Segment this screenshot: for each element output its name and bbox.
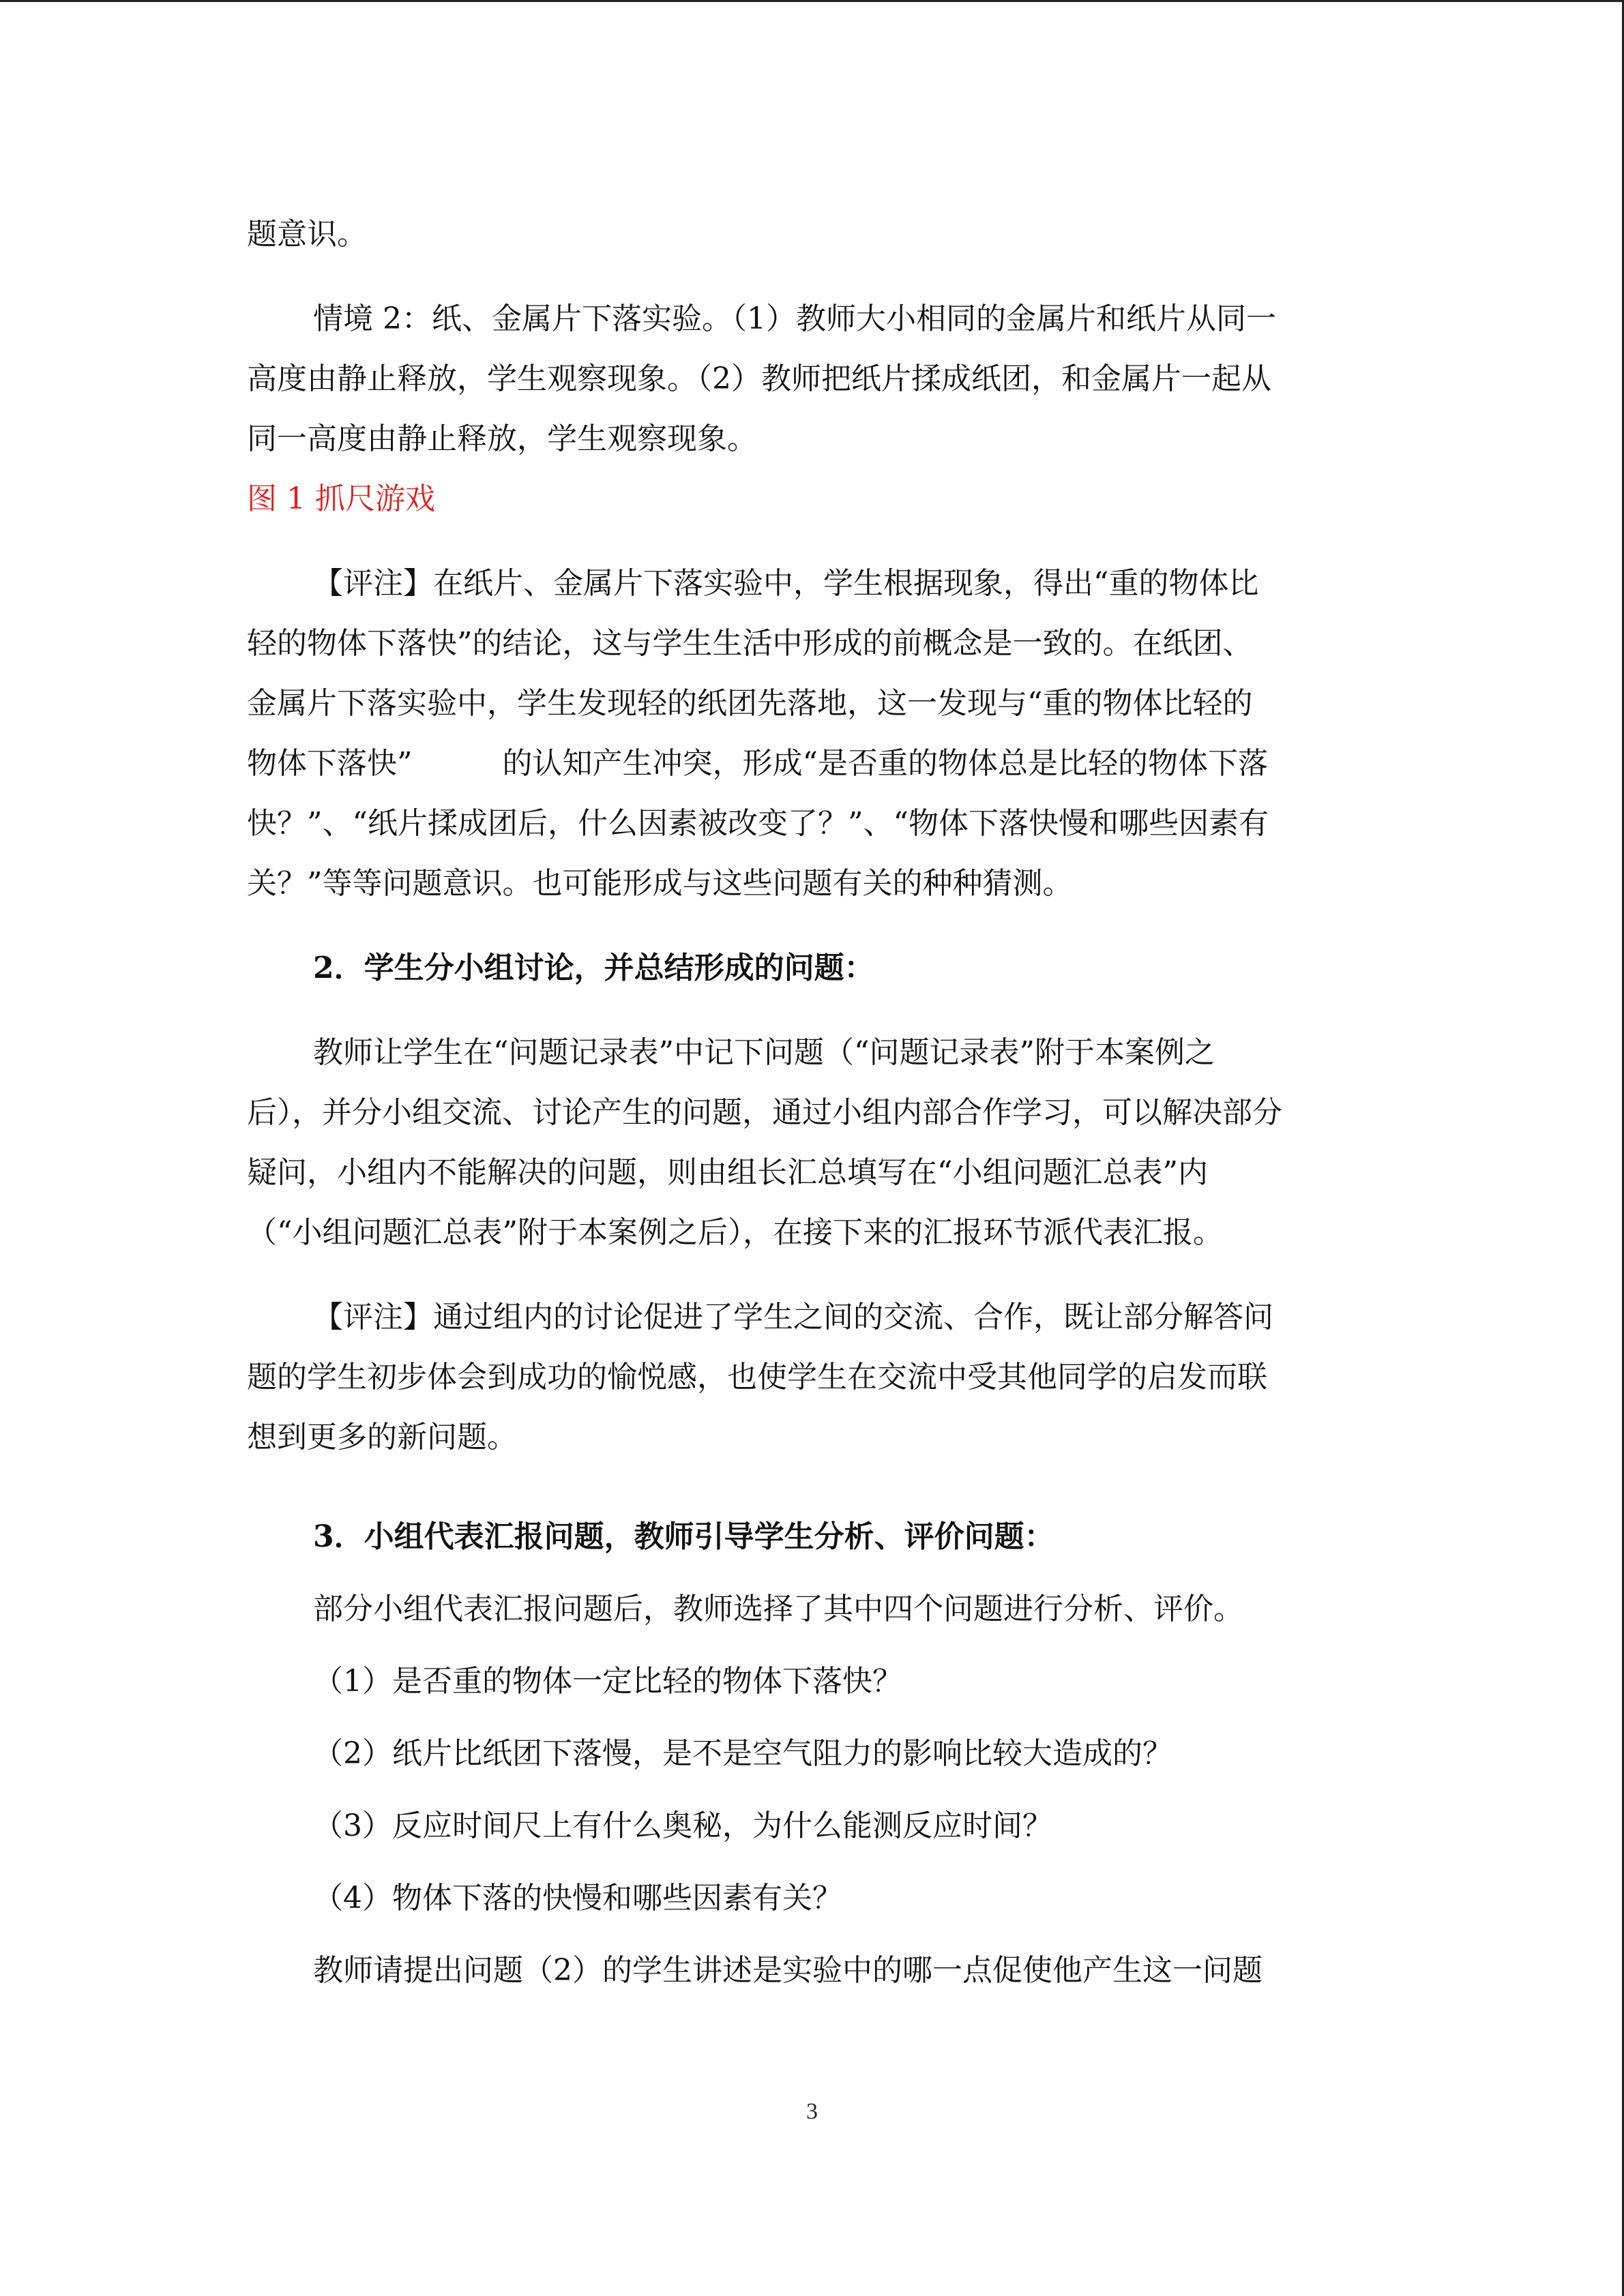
document-page — [247, 205, 1386, 2001]
figure-caption: 图 1 抓尺游戏 — [247, 481, 435, 516]
paragraph-line: 教师让学生在“问题记录表”中记下问题（“问题记录表”附于本案例之 — [313, 1035, 1215, 1070]
paragraph-line: （“小组问题汇总表”附于本案例之后），在接下来的汇报环节派代表汇报。 — [247, 1215, 1223, 1250]
section-heading-2: 2．学生分小组讨论，并总结形成的问题： — [313, 951, 874, 985]
paragraph-line: 金属片下落实验中，学生发现轻的纸团先落地，这一发现与“重的物体比轻的 — [247, 686, 1253, 721]
paragraph-line: 后），并分小组交流、讨论产生的问题，通过小组内部合作学习，可以解决部分 — [247, 1095, 1282, 1130]
paragraph-line: 同一高度由静止释放，学生观察现象。 — [247, 421, 757, 456]
paragraph-line: 快？”、“纸片揉成团后，什么因素被改变了？”、“物体下落快慢和哪些因素有 — [247, 806, 1269, 841]
paragraph-line: 想到更多的新问题。 — [247, 1420, 517, 1455]
paragraph-line: 关？”等等问题意识。也可能形成与这些问题有关的种种猜测。 — [247, 866, 1073, 901]
question-item-3: （3）反应时间尺上有什么奥秘，为什么能测反应时间？ — [313, 1808, 1052, 1843]
commentary-paragraph: 【评注】在纸片、金属片下落实验中，学生根据现象，得出“重的物体比 — [313, 566, 1259, 601]
paragraph-line: 教师请提出问题（2）的学生讲述是实验中的哪一点促使他产生这一问题 — [313, 1953, 1263, 1988]
paragraph-line: 物体下落快” 的认知产生冲突，形成“是否重的物体总是比轻的物体下落 — [247, 746, 1268, 781]
question-item-4: （4）物体下落的快慢和哪些因素有关？ — [313, 1881, 842, 1915]
commentary-paragraph: 【评注】通过组内的讨论促进了学生之间的交流、合作，既让部分解答问 — [313, 1300, 1273, 1335]
paragraph-line: 轻的物体下落快”的结论，这与学生生活中形成的前概念是一致的。在纸团、 — [247, 626, 1253, 661]
paragraph-line: 题的学生初步体会到成功的愉悦感，也使学生在交流中受其他同学的启发而联 — [247, 1360, 1267, 1395]
paragraph-line: 题意识。 — [247, 217, 367, 252]
page-border-top — [0, 0, 1624, 2]
question-item-2: （2）纸片比纸团下落慢，是不是空气阻力的影响比较大造成的？ — [313, 1736, 1172, 1771]
question-item-1: （1）是否重的物体一定比轻的物体下落快？ — [313, 1664, 902, 1699]
section-heading-3: 3．小组代表汇报问题，教师引导学生分析、评价问题： — [313, 1519, 1054, 1554]
scenario-2-paragraph: 情境 2：纸、金属片下落实验。（1）教师大小相同的金属片和纸片从同一 — [313, 301, 1276, 336]
paragraph-line: 疑问，小组内不能解决的问题，则由组长汇总填写在“小组问题汇总表”内 — [247, 1155, 1208, 1190]
paragraph-line: 部分小组代表汇报问题后，教师选择了其中四个问题进行分析、评价。 — [313, 1592, 1243, 1626]
page-number: 3 — [806, 2099, 818, 2124]
paragraph-line: 高度由静止释放，学生观察现象。（2）教师把纸片揉成纸团，和金属片一起从 — [247, 361, 1271, 396]
